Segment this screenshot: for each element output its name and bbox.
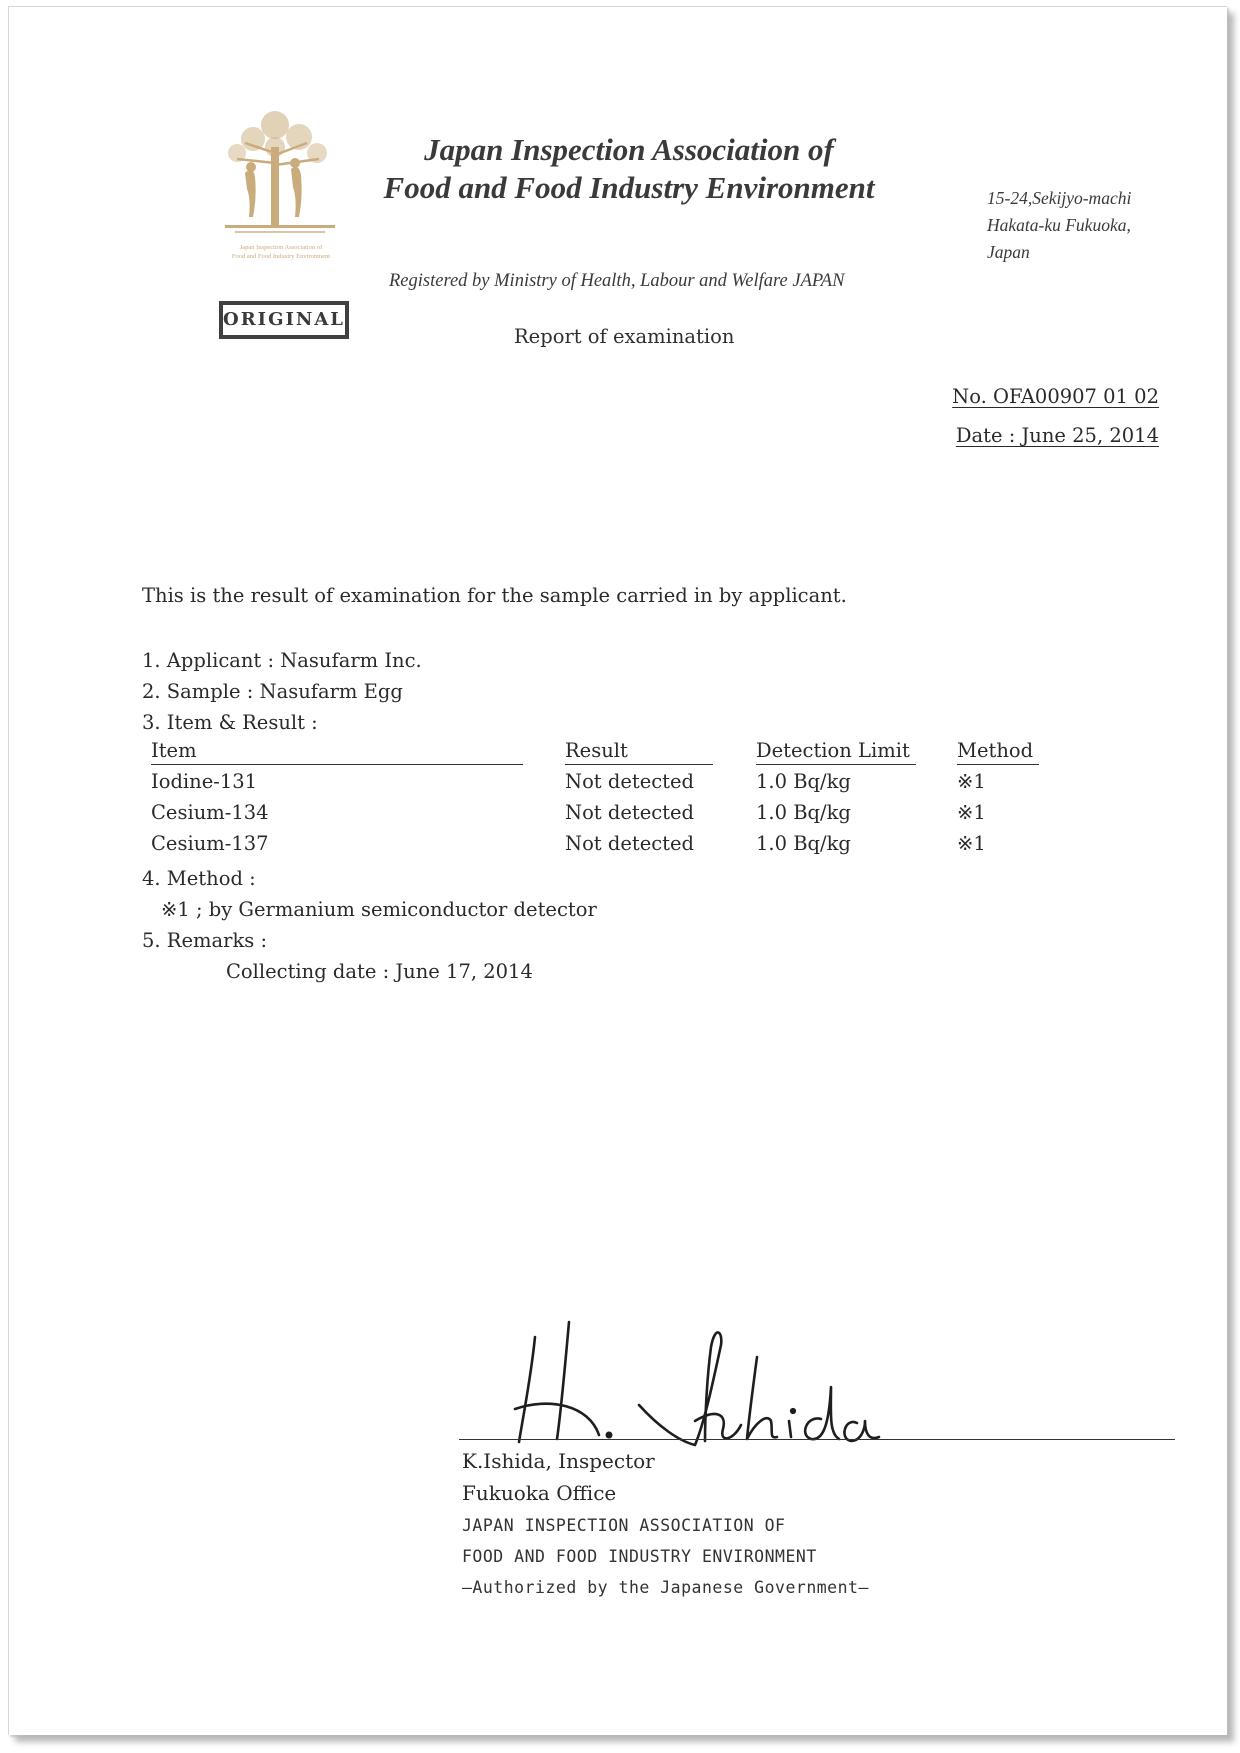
- inspector-name: K.Ishida, Inspector: [462, 1449, 655, 1473]
- remarks-detail: Collecting date : June 17, 2014: [226, 960, 533, 983]
- applicant-line: 1. Applicant : Nasufarm Inc.: [142, 649, 422, 672]
- table-cell-method: ※1: [957, 801, 986, 824]
- table-cell-item: Cesium-134: [151, 801, 269, 824]
- office-name: Fukuoka Office: [462, 1481, 617, 1505]
- table-cell-item: Cesium-137: [151, 832, 269, 855]
- inspector-signature: [509, 1317, 909, 1447]
- document-page: [8, 6, 1227, 1735]
- table-cell-method: ※1: [957, 770, 986, 793]
- table-cell-limit: 1.0 Bq/kg: [756, 770, 851, 793]
- organization-caps-line1: JAPAN INSPECTION ASSOCIATION OF: [462, 1516, 786, 1535]
- organization-caps-line2: FOOD AND FOOD INDUSTRY ENVIRONMENT: [462, 1547, 817, 1566]
- table-cell-result: Not detected: [565, 770, 695, 793]
- table-cell-limit: 1.0 Bq/kg: [756, 801, 851, 824]
- association-logo: [215, 103, 345, 238]
- table-cell-result: Not detected: [565, 801, 695, 824]
- registration-note: Registered by Ministry of Health, Labour and Welfare JAPAN: [389, 271, 845, 291]
- sample-line: 2. Sample : Nasufarm Egg: [142, 680, 403, 703]
- logo-caption: Japan Inspection Association of Food and Food Industry Environment: [231, 244, 331, 260]
- original-stamp: ORIGINAL: [219, 301, 349, 339]
- remarks-heading: 5. Remarks :: [142, 929, 268, 952]
- address: 15-24,Sekijyo-machi Hakata-ku Fukuoka, Japan: [987, 188, 1132, 262]
- table-header-item: Item: [151, 739, 523, 765]
- table-header-method: Method: [957, 739, 1039, 765]
- document-number: No. OFA00907 01 02: [952, 385, 1159, 408]
- report-title: Report of examination: [514, 325, 735, 348]
- table-cell-result: Not detected: [565, 832, 695, 855]
- table-header-result: Result: [565, 739, 713, 765]
- table-cell-item: Iodine-131: [151, 770, 258, 793]
- table-cell-limit: 1.0 Bq/kg: [756, 832, 851, 855]
- method-heading: 4. Method :: [142, 867, 256, 890]
- intro-text: This is the result of examination for the sample carried in by applicant.: [142, 584, 847, 607]
- document-date: Date : June 25, 2014: [955, 424, 1159, 447]
- table-cell-method: ※1: [957, 832, 986, 855]
- signature-line: [459, 1439, 1175, 1440]
- method-detail: ※1 ; by Germanium semiconductor detector: [161, 898, 597, 921]
- organization-name: Japan Inspection Association of Food and Food Industry Environment: [383, 132, 875, 205]
- authorization-note: —Authorized by the Japanese Government—: [462, 1578, 869, 1597]
- item-result-heading: 3. Item & Result :: [142, 711, 318, 734]
- table-header-detection-limit: Detection Limit: [756, 739, 916, 765]
